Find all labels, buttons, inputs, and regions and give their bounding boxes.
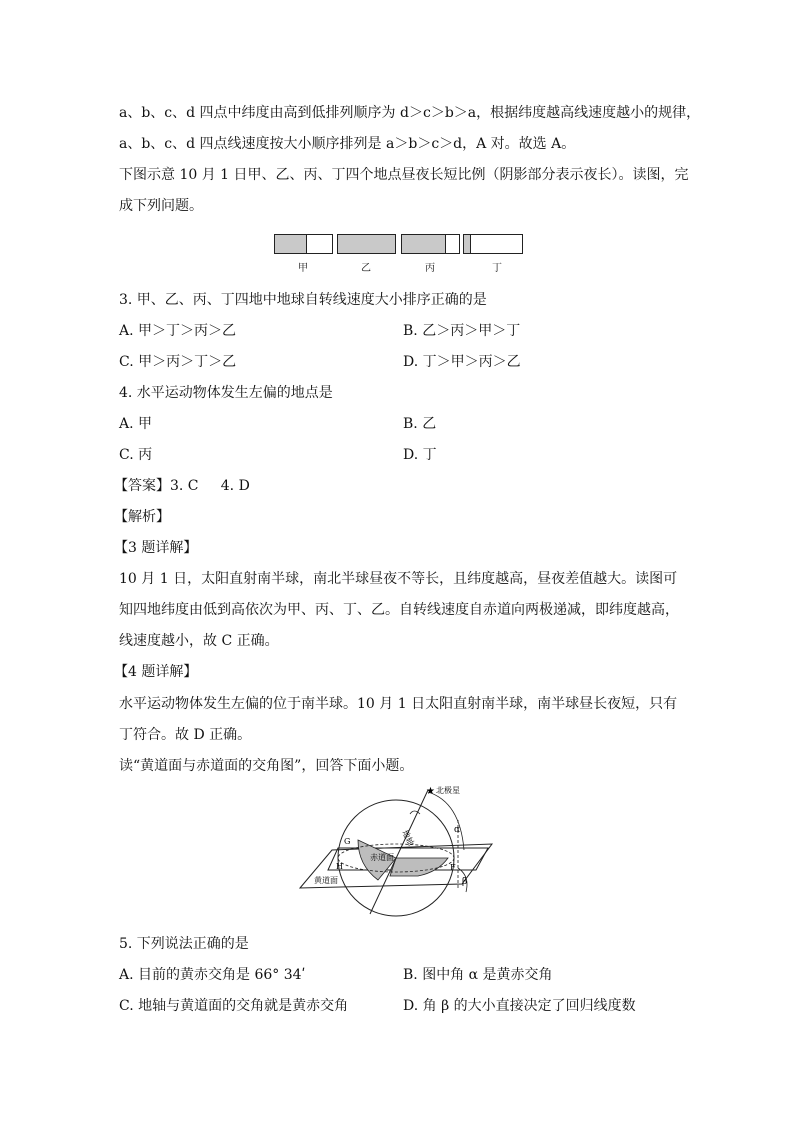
question-4-stem: 4. 水平运动物体发生左偏的地点是 [119,385,333,401]
label-polaris: 北极星 [436,786,460,795]
bar-label: 丁 [492,263,502,274]
q5-option-a: A. 目前的黄赤交角是 66° 34ʹ [119,967,306,983]
night-fill [402,235,446,253]
shaded-wedge [390,858,448,876]
q4-detail-line: 水平运动物体发生左偏的位于南半球。10 月 1 日太阳直射南半球，南半球昼长夜短，只有 [119,696,678,712]
label-beta: β [462,877,468,887]
analysis-heading: 【解析】 [114,509,170,525]
question-3-stem: 3. 甲、乙、丙、丁四地中地球自转线速度大小排序正确的是 [119,292,487,308]
bar-label: 丙 [425,263,435,274]
night-fill [275,235,307,253]
q4-detail-heading: 【4 题详解】 [114,664,198,680]
q3-option-c: C. 甲＞丙＞丁＞乙 [119,354,237,370]
q3-detail-line: 线速度越小，故 C 正确。 [119,633,279,649]
bar-ding [463,234,523,254]
label-g: G [344,837,351,846]
night-fill [464,235,471,253]
bar-bing [401,234,460,254]
question-5-stem: 5. 下列说法正确的是 [119,936,249,952]
text-line: a、b、c、d 四点线速度按大小顺序排列是 a＞b＞c＞d，A 对。故选 A。 [119,136,576,152]
day-night-bar-figure [273,234,525,276]
q3-detail-line: 知四地纬度由低到高依次为甲、丙、丁、乙。自转线速度自赤道向两极递减，即纬度越高， [119,602,679,618]
label-f: F [450,863,456,872]
text-line: a、b、c、d 四点中纬度由高到低排列顺序为 d＞c＞b＞a，根据纬度越高线速度越小的规律， [119,105,701,121]
q5-option-c: C. 地轴与黄道面的交角就是黄赤交角 [119,998,349,1014]
q4-option-d: D. 丁 [403,447,437,463]
q4-option-a: A. 甲 [119,416,153,432]
alpha-arc [428,792,464,850]
text-line: 成下列问题。 [119,198,203,214]
intro-line: 读“黄道面与赤道面的交角图”，回答下面小题。 [119,758,414,774]
label-ecliptic-plane: 黄道面 [314,876,338,885]
q4-detail-line: 丁符合。故 D 正确。 [119,727,252,743]
q4-option-b: B. 乙 [403,416,437,432]
q5-option-d: D. 角 β 的大小直接决定了回归线度数 [403,998,636,1014]
q5-option-b: B. 图中角 α 是黄赤交角 [403,967,553,983]
answer-line: 【答案】3. C 4. D [114,478,250,494]
q3-option-a: A. 甲＞丁＞丙＞乙 [119,323,237,339]
night-fill [338,235,395,253]
label-axis: 地轴 [400,828,416,848]
q3-option-b: B. 乙＞丙＞甲＞丁 [403,323,521,339]
q3-detail-heading: 【3 题详解】 [114,540,198,556]
bar-label: 乙 [361,263,371,274]
star-icon: ★ [426,786,435,797]
q4-option-c: C. 丙 [119,447,153,463]
text-line: 下图示意 10 月 1 日甲、乙、丙、丁四个地点昼夜长短比例（阴影部分表示夜长）。读图，完 [119,167,689,183]
label-equator-plane: 赤道面 [370,853,394,862]
label-alpha: α [454,825,461,835]
bar-yi [337,234,396,254]
bar-label: 甲 [298,263,308,274]
label-h: H [336,862,343,871]
bar-jia [274,234,333,254]
ecliptic-equator-diagram [298,780,498,920]
q3-option-d: D. 丁＞甲＞丙＞乙 [403,354,521,370]
q3-detail-line: 10 月 1 日，太阳直射南半球，南北半球昼夜不等长，且纬度越高，昼夜差值越大。读图可 [119,571,678,587]
